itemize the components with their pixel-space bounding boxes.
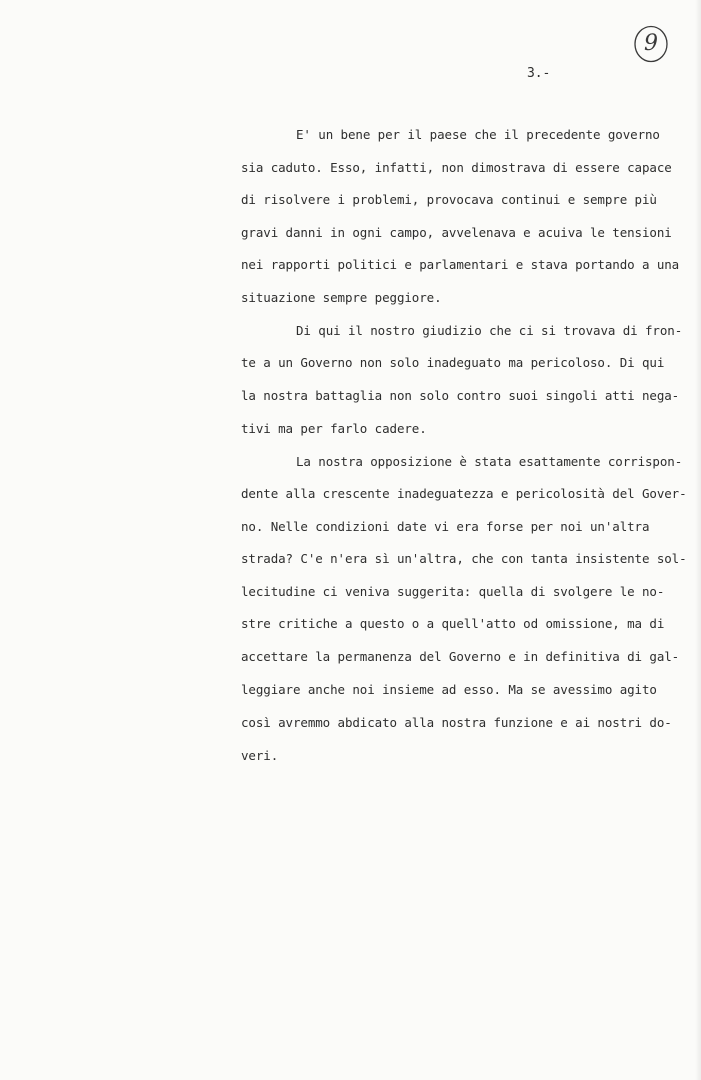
paragraph-line: di risolvere i problemi, provocava continui e sempre più (241, 192, 657, 207)
paragraph-line: dente alla crescente inadeguatezza e pericolosità del Gover- (241, 486, 687, 501)
paragraph-line: strada? C'e n'era sì un'altra, che con tanta insistente sol- (241, 551, 687, 566)
paragraph-line: situazione sempre peggiore. (241, 290, 442, 305)
archive-mark-number: 9 (644, 31, 658, 56)
paragraph-line: nei rapporti politici e parlamentari e stava portando a una (241, 257, 680, 272)
paragraph-line: accettare la permanenza del Governo e in definitiva di gal- (241, 649, 680, 664)
paragraph-line: la nostra battaglia non solo contro suoi singoli atti nega- (241, 388, 680, 403)
paragraph-line: lecitudine ci veniva suggerita: quella di svolgere le no- (241, 584, 665, 599)
paragraph-line: così avremmo abdicato alla nostra funzione e ai nostri do- (241, 715, 672, 730)
paragraph-line: no. Nelle condizioni date vi era forse per noi un'altra (241, 519, 650, 534)
paragraph-line: veri. (241, 748, 279, 763)
page-edge-shadow (695, 0, 701, 1080)
paragraph-first-line: Di qui il nostro giudizio che ci si trovava di fron- (296, 323, 683, 338)
page-number: 3.- (527, 66, 551, 81)
paragraph-line: sia caduto. Esso, infatti, non dimostrava di essere capace (241, 160, 672, 175)
paragraph-first-line: E' un bene per il paese che il precedente governo (296, 127, 660, 142)
paragraph-first-line: La nostra opposizione è stata esattamente corrispon- (296, 454, 683, 469)
paragraph-line: leggiare anche noi insieme ad esso. Ma se avessimo agito (241, 682, 657, 697)
paragraph-line: stre critiche a questo o a quell'atto od omissione, ma di (241, 616, 665, 631)
paragraph-line: gravi danni in ogni campo, avvelenava e acuiva le tensioni (241, 225, 672, 240)
archive-page-mark (632, 24, 670, 64)
paragraph-line: te a un Governo non solo inadeguato ma pericoloso. Di qui (241, 355, 665, 370)
paragraph-line: tivi ma per farlo cadere. (241, 421, 427, 436)
